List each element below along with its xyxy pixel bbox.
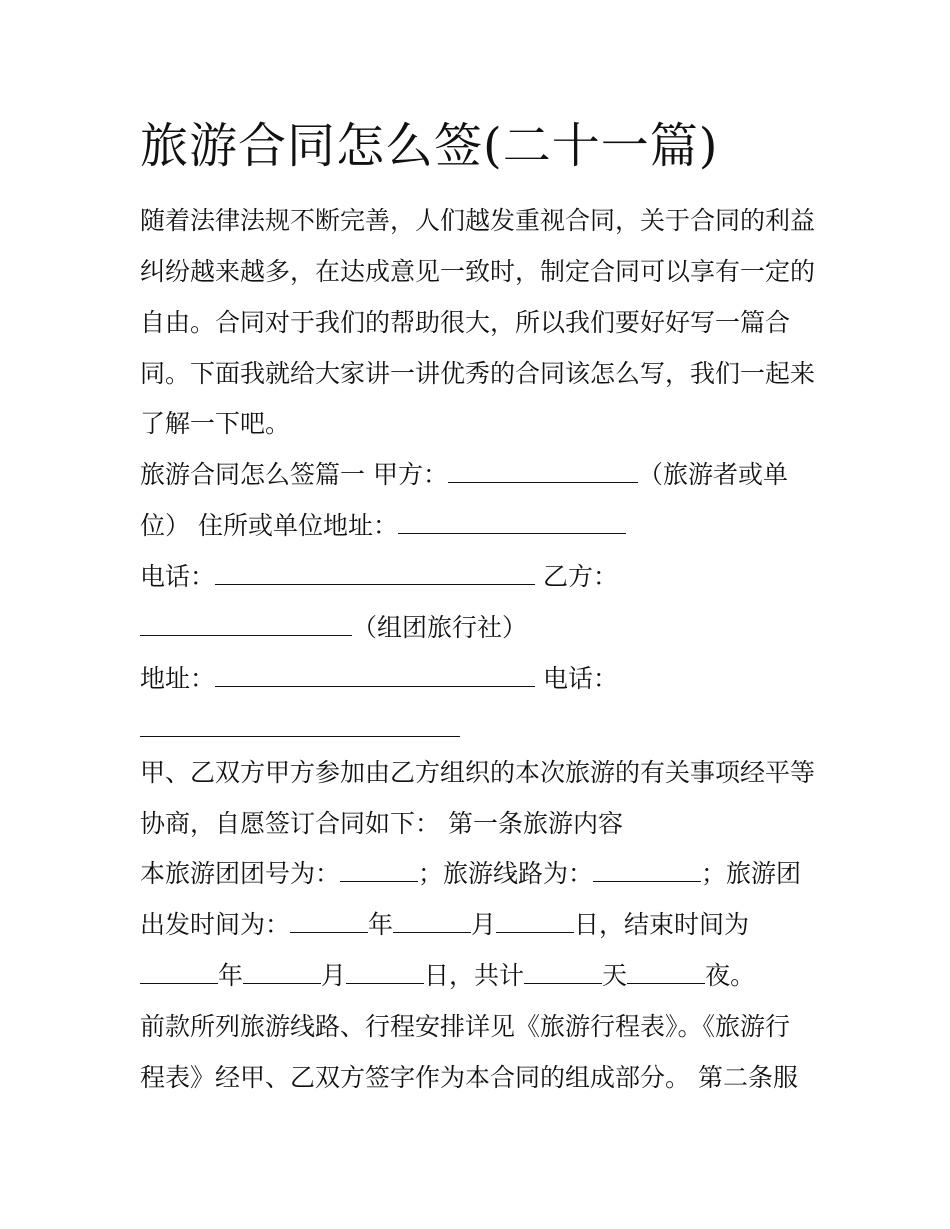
- phone-b-blank[interactable]: [140, 714, 460, 737]
- party-a-suffix: （旅游者或单: [637, 460, 788, 489]
- address-b-line: [140, 662, 618, 696]
- address-b-label: 地址：: [140, 664, 216, 693]
- phone-blank[interactable]: [215, 562, 535, 585]
- address-b-blank[interactable]: [215, 664, 535, 687]
- party-a-label: 旅游合同怎么签篇一 甲方：: [140, 460, 448, 489]
- depart-label: 出发时间为：: [140, 910, 291, 939]
- phone-line: [140, 560, 618, 594]
- page-title: 旅游合同怎么签(二十一篇): [140, 118, 719, 174]
- days-blank[interactable]: [524, 961, 602, 984]
- body-line-4: 程表》经甲、乙双方签字作为本合同的组成部分。 第二条服: [140, 1063, 798, 1092]
- end-year-blank[interactable]: [140, 961, 218, 984]
- depart-day-blank[interactable]: [496, 910, 574, 933]
- end-time-label: 日，结束时间为: [574, 910, 750, 939]
- group-route-line: [140, 857, 801, 891]
- nights-label: 夜。: [705, 961, 756, 990]
- party-a-blank[interactable]: [448, 460, 638, 483]
- end-month-blank[interactable]: [243, 961, 321, 984]
- end-line: [140, 959, 755, 993]
- party-b-blank[interactable]: [140, 613, 352, 636]
- party-a-suffix-2: 位）: [140, 511, 191, 540]
- depart-month-blank[interactable]: [393, 910, 471, 933]
- phone-b-line: [140, 712, 460, 746]
- address-label: 住所或单位地址：: [197, 511, 398, 540]
- intro-line-1: 随着法律法规不断完善，人们越发重视合同，关于合同的利益: [140, 206, 816, 235]
- group-no-label: 本旅游团团号为：: [140, 859, 341, 888]
- route-label: ；旅游线路为：: [418, 859, 594, 888]
- intro-line-2: 纠纷越来越多，在达成意见一致时，制定合同可以享有一定的: [140, 257, 816, 286]
- group-no-blank[interactable]: [340, 859, 418, 882]
- depart-month-label: 月: [471, 910, 497, 939]
- intro-line-4: 同。下面我就给大家讲一讲优秀的合同该怎么写，我们一起来: [140, 359, 816, 388]
- route-suffix: ；旅游团: [701, 859, 802, 888]
- party-a-line: [140, 458, 788, 492]
- address-line: [140, 509, 626, 543]
- end-year-label: 年: [218, 961, 244, 990]
- phone-b-label: 电话：: [542, 664, 618, 693]
- address-blank[interactable]: [398, 511, 626, 534]
- route-blank[interactable]: [593, 859, 701, 882]
- intro-line-5: 了解一下吧。: [140, 409, 291, 438]
- body-line-2: 协商，自愿签订合同如下： 第一条旅游内容: [140, 809, 623, 838]
- depart-year-label: 年: [368, 910, 394, 939]
- depart-year-blank[interactable]: [290, 910, 368, 933]
- phone-label: 电话：: [140, 562, 216, 591]
- body-line-3: 前款所列旅游线路、行程安排详见《旅游行程表》。《旅游行: [140, 1012, 791, 1041]
- intro-line-3: 自由。合同对于我们的帮助很大，所以我们要好好写一篇合: [140, 308, 791, 337]
- party-b-label: 乙方：: [542, 562, 618, 591]
- nights-blank[interactable]: [627, 961, 705, 984]
- body-line-1: 甲、乙双方甲方参加由乙方组织的本次旅游的有关事项经平等: [140, 758, 816, 787]
- end-day-blank[interactable]: [346, 961, 424, 984]
- end-month-label: 月: [321, 961, 347, 990]
- party-b-line: [140, 611, 527, 645]
- party-b-suffix: （组团旅行社）: [352, 613, 528, 642]
- days-label: 天: [602, 961, 628, 990]
- total-label: 日，共计: [424, 961, 525, 990]
- depart-line: [140, 908, 749, 942]
